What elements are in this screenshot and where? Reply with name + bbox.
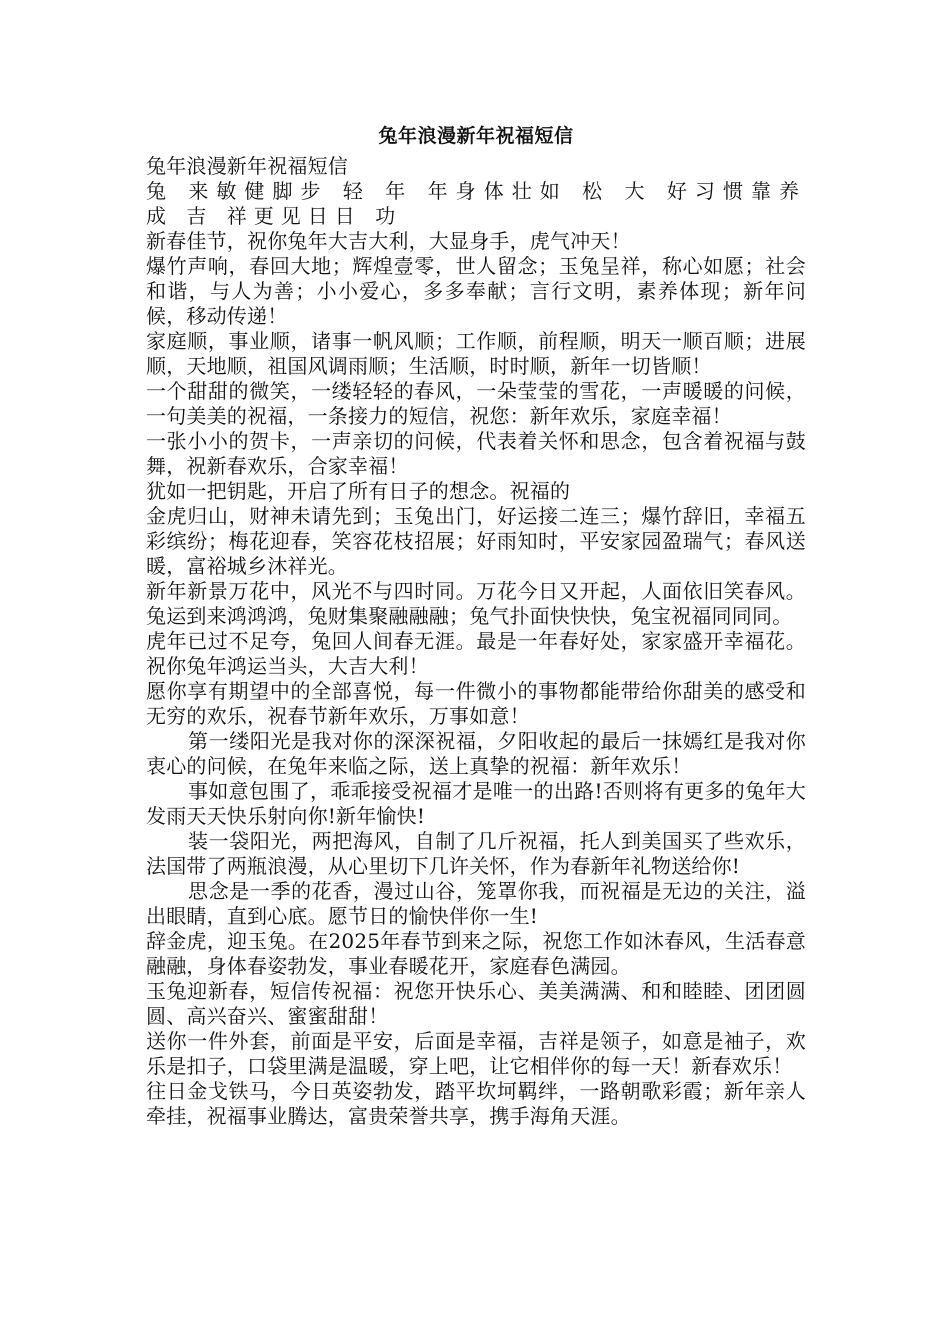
- document-body: [146, 154, 806, 1129]
- paragraph: 兔 来敏健脚步 轻 年 年身体壮如 松 大 好习惯靠养 成 吉 祥更见日日 功: [146, 179, 806, 228]
- paragraph: 家庭顺，事业顺，诸事一帆风顺；工作顺，前程顺，明天一顺百顺；进展顺，天地顺，祖国风调雨顺；生活顺，时时顺，新年一切皆顺！: [146, 329, 806, 378]
- paragraph: 爆竹声响，春回大地；辉煌壹零，世人留念；玉兔呈祥，称心如愿；社会和谐，与人为善；小小爱心，多多奉献；言行文明，素养体现；新年问候，移动传递！: [146, 254, 806, 328]
- paragraph: 一张小小的贺卡，一声亲切的问候，代表着关怀和思念，包含着祝福与鼓舞，祝新春欢乐，合家幸福！: [146, 429, 806, 478]
- paragraph: 虎年已过不足夸，兔回人间春无涯。最是一年春好处，家家盛开幸福花。祝你兔年鸿运当头，大吉大利！: [146, 629, 806, 678]
- paragraph: 第一缕阳光是我对你的深深祝福，夕阳收起的最后一抹嫣红是我对你衷心的问候，在兔年来临之际，送上真挚的祝福：新年欢乐！: [146, 729, 806, 778]
- document-title: 兔年浪漫新年祝福短信: [378, 125, 574, 147]
- paragraph: 往日金戈铁马，今日英姿勃发，踏平坎坷羁绊，一路朝歌彩霞；新年亲人牵挂，祝福事业腾达，富贵荣誉共享，携手海角天涯。: [146, 1079, 806, 1128]
- document-page: [146, 118, 806, 1129]
- paragraph: 一个甜甜的微笑，一缕轻轻的春风，一朵莹莹的雪花，一声暖暖的问候，一句美美的祝福，一条接力的短信，祝您：新年欢乐，家庭幸福！: [146, 379, 806, 428]
- paragraph: 事如意包围了，乖乖接受祝福才是唯一的出路!否则将有更多的兔年大发雨天天快乐射向你!新年愉快!: [146, 779, 806, 828]
- paragraph: 思念是一季的花香，漫过山谷，笼罩你我，而祝福是无边的关注，溢出眼睛，直到心底。愿节日的愉快伴你一生!: [146, 879, 806, 928]
- paragraph: 玉兔迎新春，短信传祝福：祝您开快乐心、美美满满、和和睦睦、团团圆圆、高兴奋兴、蜜蜜甜甜！: [146, 979, 806, 1028]
- paragraph: 犹如一把钥匙，开启了所有日子的想念。祝福的: [146, 479, 571, 503]
- paragraph: 新春佳节，祝你兔年大吉大利，大显身手，虎气冲天！: [146, 229, 631, 253]
- paragraph: 装一袋阳光，两把海风，自制了几斤祝福，托人到美国买了些欢乐，法国带了两瓶浪漫，从心里切下几许关怀，作为春新年礼物送给你!: [146, 829, 806, 878]
- paragraph: 愿你享有期望中的全部喜悦，每一件微小的事物都能带给你甜美的感受和无穷的欢乐，祝春节新年欢乐，万事如意！: [146, 679, 806, 728]
- paragraph: 兔年浪漫新年祝福短信: [146, 154, 348, 178]
- paragraph: 新年新景万花中，风光不与四时同。万花今日又开起，人面依旧笑春风。兔运到来鸿鸿鸿，兔财集聚融融融；兔气扑面快快快，兔宝祝福同同同。: [146, 579, 806, 628]
- paragraph: 辞金虎，迎玉兔。在2025年春节到来之际，祝您工作如沐春风，生活春意融融，身体春姿勃发，事业春暖花开，家庭春色满园。: [146, 929, 806, 978]
- paragraph: 送你一件外套，前面是平安，后面是幸福，吉祥是领子，如意是袖子，欢乐是扣子，口袋里满是温暖，穿上吧，让它相伴你的每一天！新春欢乐！: [146, 1029, 806, 1078]
- paragraph: 金虎归山，财神未请先到；玉兔出门，好运接二连三；爆竹辞旧，幸福五彩缤纷；梅花迎春，笑容花枝招展；好雨知时，平安家园盈瑞气；春风送暖，富裕城乡沐祥光。: [146, 504, 806, 578]
